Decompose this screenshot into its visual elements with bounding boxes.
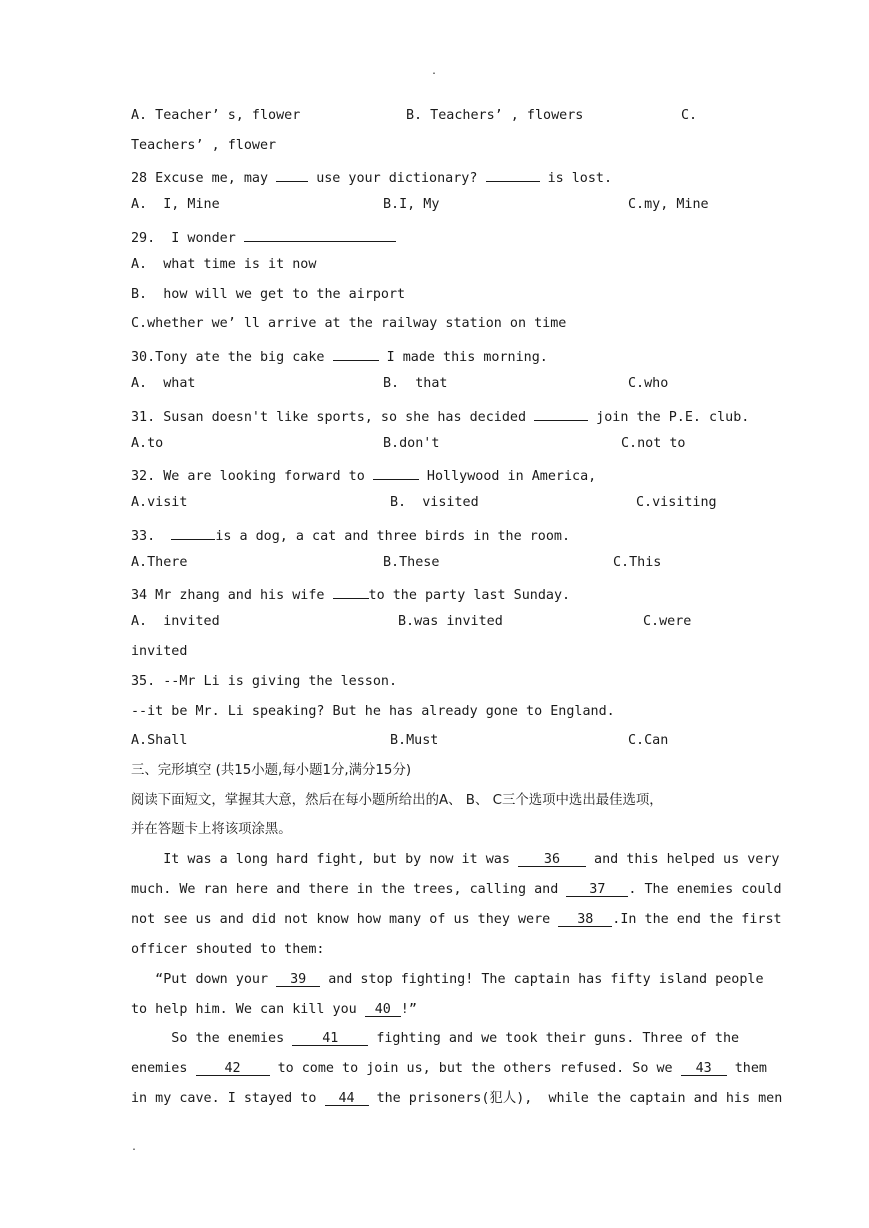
q32-tail: Hollywood in America,: [426, 469, 597, 484]
q28-option-c: C.my, Mine: [628, 197, 709, 212]
q33-blank: [171, 525, 215, 540]
bottom-mark: .: [131, 1142, 138, 1153]
q35-option-b: B.Must: [390, 733, 439, 748]
text: So the enemies: [131, 1031, 285, 1046]
blank-41: [292, 1031, 368, 1046]
text: . The enemies could: [628, 882, 782, 897]
q28-blank-2: [486, 167, 540, 182]
question-34: [131, 584, 570, 604]
q31-option-c: C.not to: [621, 436, 686, 451]
q28-lead: 28 Excuse me, may: [131, 171, 269, 186]
blank-39-number: 39: [290, 972, 307, 987]
passage-line-4: officer shouted to them:: [131, 942, 325, 957]
q30-option-b: B. that: [383, 376, 448, 391]
passage-line-1: [131, 852, 780, 868]
text: and stop fighting! The captain has fifty island people: [328, 972, 764, 987]
q34-tail: to the party last Sunday.: [368, 588, 571, 603]
q31-option-a: A.to: [131, 436, 164, 451]
q28-option-a: A. I, Mine: [131, 197, 220, 212]
blank-44-number: 44: [338, 1091, 355, 1106]
q28-blank-1: [276, 167, 308, 182]
question-32: [131, 465, 596, 485]
passage-line-2: [131, 882, 782, 898]
q27-option-b: B. Teachers’ , flowers: [406, 108, 584, 123]
blank-38: [558, 912, 612, 927]
blank-42: [196, 1061, 270, 1076]
question-28: [131, 167, 612, 187]
text: not see us and did not know how many of us they were: [131, 912, 551, 927]
q33-option-a: A.There: [131, 555, 188, 570]
question-30: [131, 346, 548, 366]
q30-lead: 30.Tony ate the big cake: [131, 350, 325, 365]
q33-option-b: B.These: [383, 555, 440, 570]
blank-43: [681, 1061, 727, 1076]
text: them: [734, 1061, 767, 1076]
text: to help him. We can kill you: [131, 1002, 357, 1017]
q34-option-c-text: invited: [131, 644, 188, 659]
text: in my cave. I stayed to: [131, 1091, 317, 1106]
text: fighting and we took their guns. Three of the: [376, 1031, 740, 1046]
q28-tail: is lost.: [547, 171, 613, 186]
question-33: [131, 525, 570, 545]
q31-tail: join the P.E. club.: [596, 410, 750, 425]
passage-line-3: [131, 912, 782, 928]
question-29: [131, 227, 396, 247]
text: much. We ran here and there in the trees, calling and: [131, 882, 559, 897]
passage-line-6: [131, 1002, 737, 1018]
q30-tail: I made this morning.: [386, 350, 548, 365]
q31-lead: 31. Susan doesn't like sports, so she has decided: [131, 410, 527, 425]
text: and this helped us very: [594, 852, 780, 867]
q34-blank: [333, 584, 369, 599]
top-mark: .: [431, 66, 438, 77]
q27-option-a: A. Teacher’ s, flower: [131, 108, 301, 123]
section-3-instruction-2: 并在答题卡上将该项涂黑。: [131, 822, 292, 837]
blank-37: [566, 882, 628, 897]
q29-lead: 29. I wonder: [131, 231, 236, 246]
text: to come to join us, but the others refused. So we: [277, 1061, 673, 1076]
q28-option-b: B.I, My: [383, 197, 440, 212]
blank-38-number: 38: [577, 912, 594, 927]
blank-43-number: 43: [695, 1061, 712, 1076]
passage-line-5: [131, 972, 764, 988]
section-3-instruction-1: 阅读下面短文，掌握其大意，然后在每小题所给出的A、 B、 C三个选项中选出最佳选项，: [131, 793, 663, 808]
blank-44: [325, 1091, 369, 1106]
q34-option-b: B.was invited: [398, 614, 503, 629]
blank-42-number: 42: [224, 1061, 241, 1076]
q32-blank: [373, 465, 419, 480]
question-31: [131, 406, 749, 426]
q34-lead: 34 Mr zhang and his wife: [131, 588, 325, 603]
q35-option-a: A.Shall: [131, 733, 188, 748]
passage-line-9: [131, 1091, 783, 1107]
passage-line-7: [131, 1031, 740, 1047]
q30-option-c: C.who: [628, 376, 669, 391]
q27-option-c-text: Teachers’ , flower: [131, 138, 277, 153]
q32-option-b: B. visited: [390, 495, 479, 510]
q32-option-a: A.visit: [131, 495, 188, 510]
q29-option-b: B. how will we get to the airport: [131, 287, 406, 302]
q32-lead: 32. We are looking forward to: [131, 469, 365, 484]
q29-blank: [244, 227, 396, 242]
text: !”: [400, 1002, 417, 1017]
q30-blank: [333, 346, 379, 361]
question-35-line-1: 35. --Mr Li is giving the lesson.: [131, 674, 398, 689]
text: It was a long hard fight, but by now it was: [131, 852, 510, 867]
question-35-line-2: --it be Mr. Li speaking? But he has already gone to England.: [131, 704, 615, 719]
blank-37-number: 37: [589, 882, 606, 897]
q33-lead: 33.: [131, 529, 156, 544]
q33-option-c: C.This: [613, 555, 662, 570]
blank-40: [365, 1002, 401, 1017]
blank-41-number: 41: [322, 1031, 339, 1046]
text: the prisoners(犯人), while the captain and his men: [376, 1091, 783, 1106]
q31-option-b: B.don't: [383, 436, 440, 451]
q29-option-a: A. what time is it now: [131, 257, 317, 272]
blank-40-number: 40: [374, 1002, 391, 1017]
text: .In the end the first: [612, 912, 782, 927]
blank-39: [276, 972, 320, 987]
q29-option-c: C.whether we’ ll arrive at the railway station on time: [131, 316, 567, 331]
q35-option-c: C.Can: [628, 733, 669, 748]
q32-option-c: C.visiting: [636, 495, 717, 510]
blank-36-number: 36: [543, 852, 561, 867]
q31-blank: [534, 406, 588, 421]
blank-36: [518, 852, 586, 867]
text: enemies: [131, 1061, 188, 1076]
text: “Put down your: [131, 972, 269, 987]
q27-option-c-letter: C.: [681, 108, 698, 123]
q33-tail: is a dog, a cat and three birds in the room.: [215, 529, 571, 544]
q28-mid: use your dictionary?: [316, 171, 478, 186]
q30-option-a: A. what: [131, 376, 196, 391]
section-3-heading: 三、完形填空 (共15小题,每小题1分,满分15分): [131, 763, 412, 778]
q34-option-c-letter: C.were: [643, 614, 692, 629]
q34-option-a: A. invited: [131, 614, 220, 629]
passage-line-8: [131, 1061, 767, 1077]
